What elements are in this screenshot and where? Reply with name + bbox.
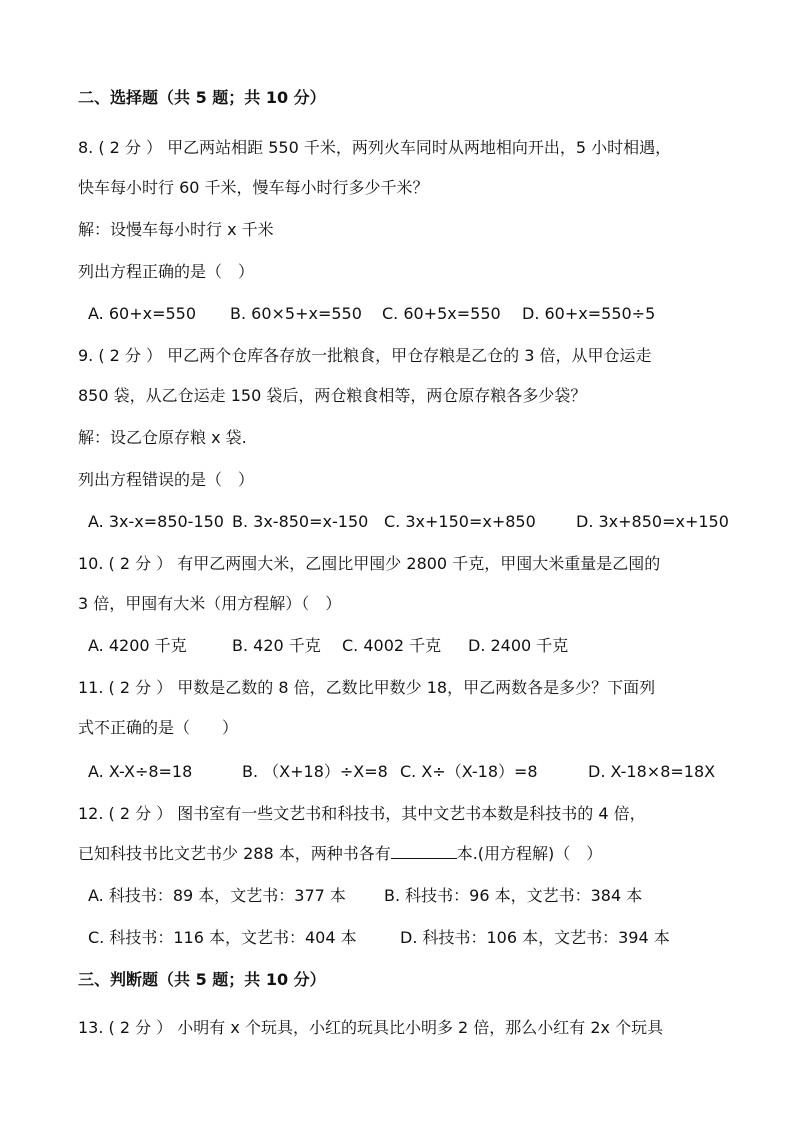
question-11-option-c[interactable]: C. X÷（X-18）=8 xyxy=(400,762,538,781)
question-12-line-2-before: 已知科技书比文艺书少 288 本，两种书各有 xyxy=(78,844,391,863)
question-8-line-2: 快车每小时行 60 千米，慢车每小时行多少千米？ xyxy=(78,178,429,197)
question-10-option-b[interactable]: B. 420 千克 xyxy=(232,636,321,655)
question-13-line-1: 13. ( 2 分 ） 小明有 x 个玩具，小红的玩具比小明多 2 倍，那么小红有 2x 个玩具 xyxy=(78,1018,664,1037)
section-heading-choice: 二、选择题（共 5 题；共 10 分） xyxy=(78,88,326,107)
question-11-option-d[interactable]: D. X-18×8=18X xyxy=(588,762,716,781)
question-9-option-a[interactable]: A. 3x-x=850-150 xyxy=(88,512,224,531)
question-9-line-2: 850 袋，从乙仓运走 150 袋后，两仓粮食相等，两仓原存粮各多少袋？ xyxy=(78,386,587,405)
question-11-line-1: 11. ( 2 分 ） 甲数是乙数的 8 倍，乙数比甲数少 18，甲乙两数各是多少？下面列 xyxy=(78,678,656,697)
question-12-option-a[interactable]: A. 科技书：89 本，文艺书：377 本 xyxy=(88,886,346,905)
question-8-option-d[interactable]: D. 60+x=550÷5 xyxy=(522,304,656,323)
question-8-line-3: 解：设慢车每小时行 x 千米 xyxy=(78,220,274,239)
section-heading-judge: 三、判断题（共 5 题；共 10 分） xyxy=(78,970,326,989)
question-12-option-d[interactable]: D. 科技书：106 本，文艺书：394 本 xyxy=(400,928,670,947)
question-11-option-a[interactable]: A. X-X÷8=18 xyxy=(88,762,193,781)
answer-blank[interactable] xyxy=(391,842,457,859)
question-11-line-2: 式不正确的是（ ） xyxy=(78,718,239,737)
question-8-line-4: 列出方程正确的是（ ） xyxy=(78,262,255,281)
question-10-option-c[interactable]: C. 4002 千克 xyxy=(342,636,442,655)
question-9-option-d[interactable]: D. 3x+850=x+150 xyxy=(576,512,729,531)
question-8-option-a[interactable]: A. 60+x=550 xyxy=(88,304,197,323)
question-9-line-1: 9. ( 2 分 ） 甲乙两个仓库各存放一批粮食，甲仓存粮是乙仓的 3 倍，从甲仓运走 xyxy=(78,346,652,365)
question-8-line-1: 8. ( 2 分 ） 甲乙两站相距 550 千米，两列火车同时从两地相向开出，5 小时相遇， xyxy=(78,138,672,157)
question-9-line-4: 列出方程错误的是（ ） xyxy=(78,470,255,489)
question-8-option-b[interactable]: B. 60×5+x=550 xyxy=(230,304,362,323)
question-9-option-b[interactable]: B. 3x-850=x-150 xyxy=(232,512,369,531)
question-12-option-c[interactable]: C. 科技书：116 本，文艺书：404 本 xyxy=(88,928,357,947)
question-12-option-b[interactable]: B. 科技书：96 本，文艺书：384 本 xyxy=(384,886,643,905)
question-12-line-1: 12. ( 2 分 ） 图书室有一些文艺书和科技书，其中文艺书本数是科技书的 4 倍， xyxy=(78,804,646,823)
question-12-line-2-after: 本.(用方程解)（ ） xyxy=(456,844,603,863)
question-11-option-b[interactable]: B. （X+18）÷X=8 xyxy=(242,762,388,781)
question-9-line-3: 解：设乙仓原存粮 x 袋. xyxy=(78,428,247,447)
question-9-option-c[interactable]: C. 3x+150=x+850 xyxy=(384,512,536,531)
question-10-line-1: 10. ( 2 分 ） 有甲乙两囤大米，乙囤比甲囤少 2800 千克，甲囤大米重量是乙囤的 xyxy=(78,554,661,573)
question-12-line-2 xyxy=(78,842,602,866)
question-10-option-d[interactable]: D. 2400 千克 xyxy=(468,636,569,655)
question-10-line-2: 3 倍，甲囤有大米（用方程解）（ ） xyxy=(78,594,342,613)
question-8-option-c[interactable]: C. 60+5x=550 xyxy=(382,304,501,323)
question-10-option-a[interactable]: A. 4200 千克 xyxy=(88,636,187,655)
